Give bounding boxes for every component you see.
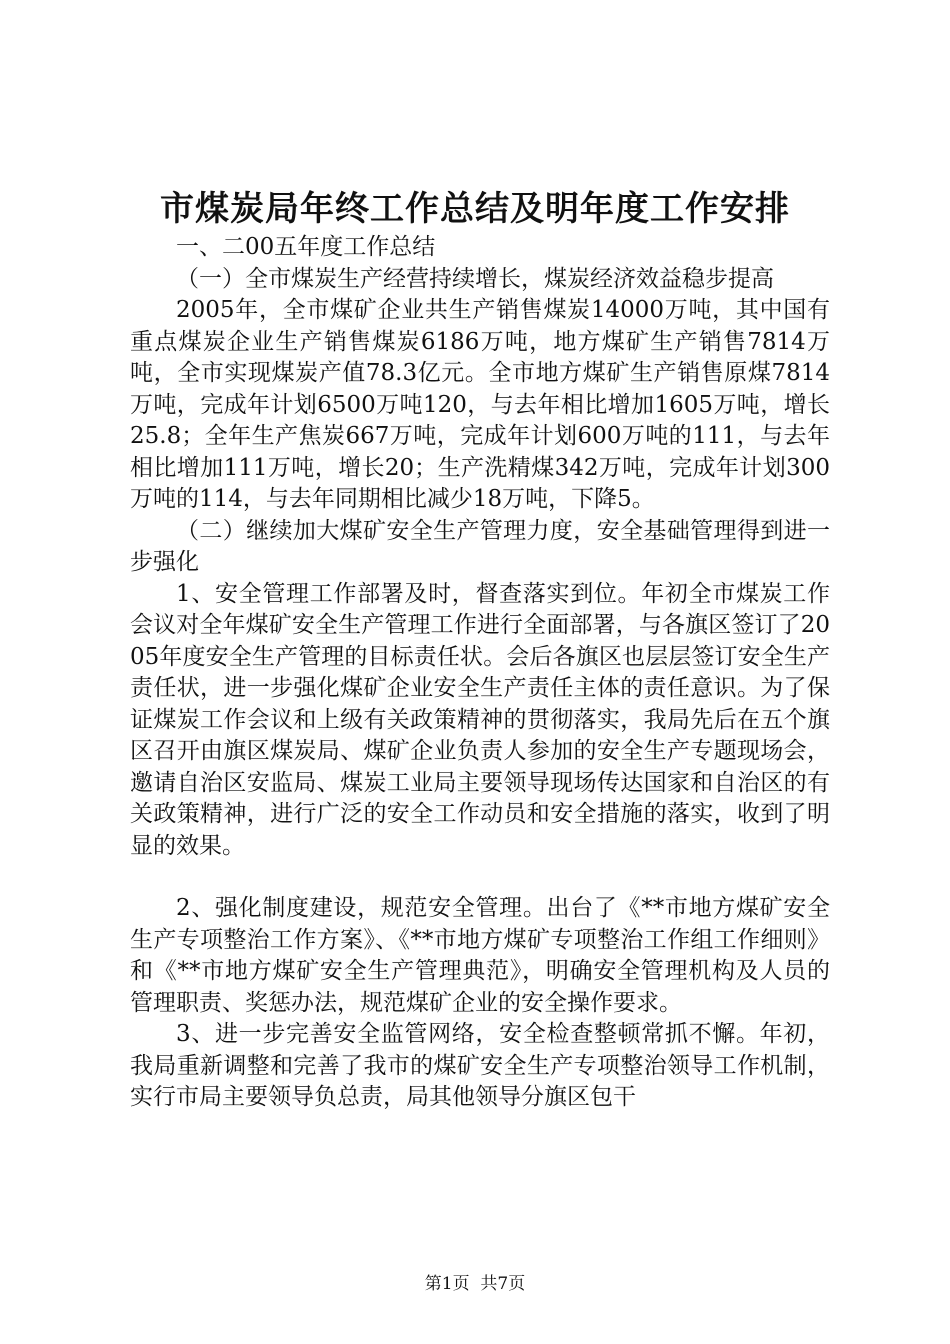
document-title: 市煤炭局年终工作总结及明年度工作安排: [160, 189, 790, 229]
page-number: 第1页 共7页: [424, 1274, 526, 1294]
body-paragraph: 2、强化制度建设，规范安全管理。出台了《**市地方煤矿安全生产专项整治工作方案》、《**市地方煤矿专项整治工作组工作细则》和《**市地方煤矿安全生产管理典范》，明确安全管理机构及人员的管理职责、奖惩办法，规范煤矿企业的安全操作要求。: [130, 895, 830, 1016]
subsection-heading: （二）继续加大煤矿安全生产管理力度，安全基础管理得到进一步强化: [130, 517, 830, 575]
body-paragraph: 2005年，全市煤矿企业共生产销售煤炭14000万吨，其中国有重点煤炭企业生产销售煤炭6186万吨，地方煤矿生产销售7814万吨，全市实现煤炭产值78.3亿元。全市地方煤矿生产销售原煤7814万吨，完成年计划6500万吨120，与去年相比增加1605万吨，增长25.8；全年生产焦炭667万吨，完成年计划600万吨的111，与去年相比增加111万吨，增长20；生产洗精煤342万吨，完成年计划300万吨的114，与去年同期相比减少18万吨，下降5。: [130, 297, 830, 512]
document-body: [130, 232, 830, 1114]
body-paragraph: 1、安全管理工作部署及时，督查落实到位。年初全市煤炭工作会议对全年煤矿安全生产管理工作进行全面部署，与各旗区签订了2005年度安全生产管理的目标责任状。会后各旗区也层层签订安全生产责任状，进一步强化煤矿企业安全生产责任主体的责任意识。为了保证煤炭工作会议和上级有关政策精神的贯彻落实，我局先后在五个旗区召开由旗区煤炭局、煤矿企业负责人参加的安全生产专题现场会，邀请自治区安监局、煤炭工业局主要领导现场传达国家和自治区的有关政策精神，进行广泛的安全工作动员和安全措施的落实，收到了明显的效果。: [130, 580, 830, 859]
section-heading: 一、二00五年度工作总结: [176, 234, 436, 260]
page-footer: [0, 1273, 950, 1295]
subsection-heading: （一）全市煤炭生产经营持续增长，煤炭经济效益稳步提高: [176, 265, 774, 292]
body-paragraph: 3、进一步完善安全监管网络，安全检查整顿常抓不懈。年初，我局重新调整和完善了我市的煤矿安全生产专项整治领导工作机制，实行市局主要领导负总责，局其他领导分旗区包干: [130, 1021, 830, 1110]
